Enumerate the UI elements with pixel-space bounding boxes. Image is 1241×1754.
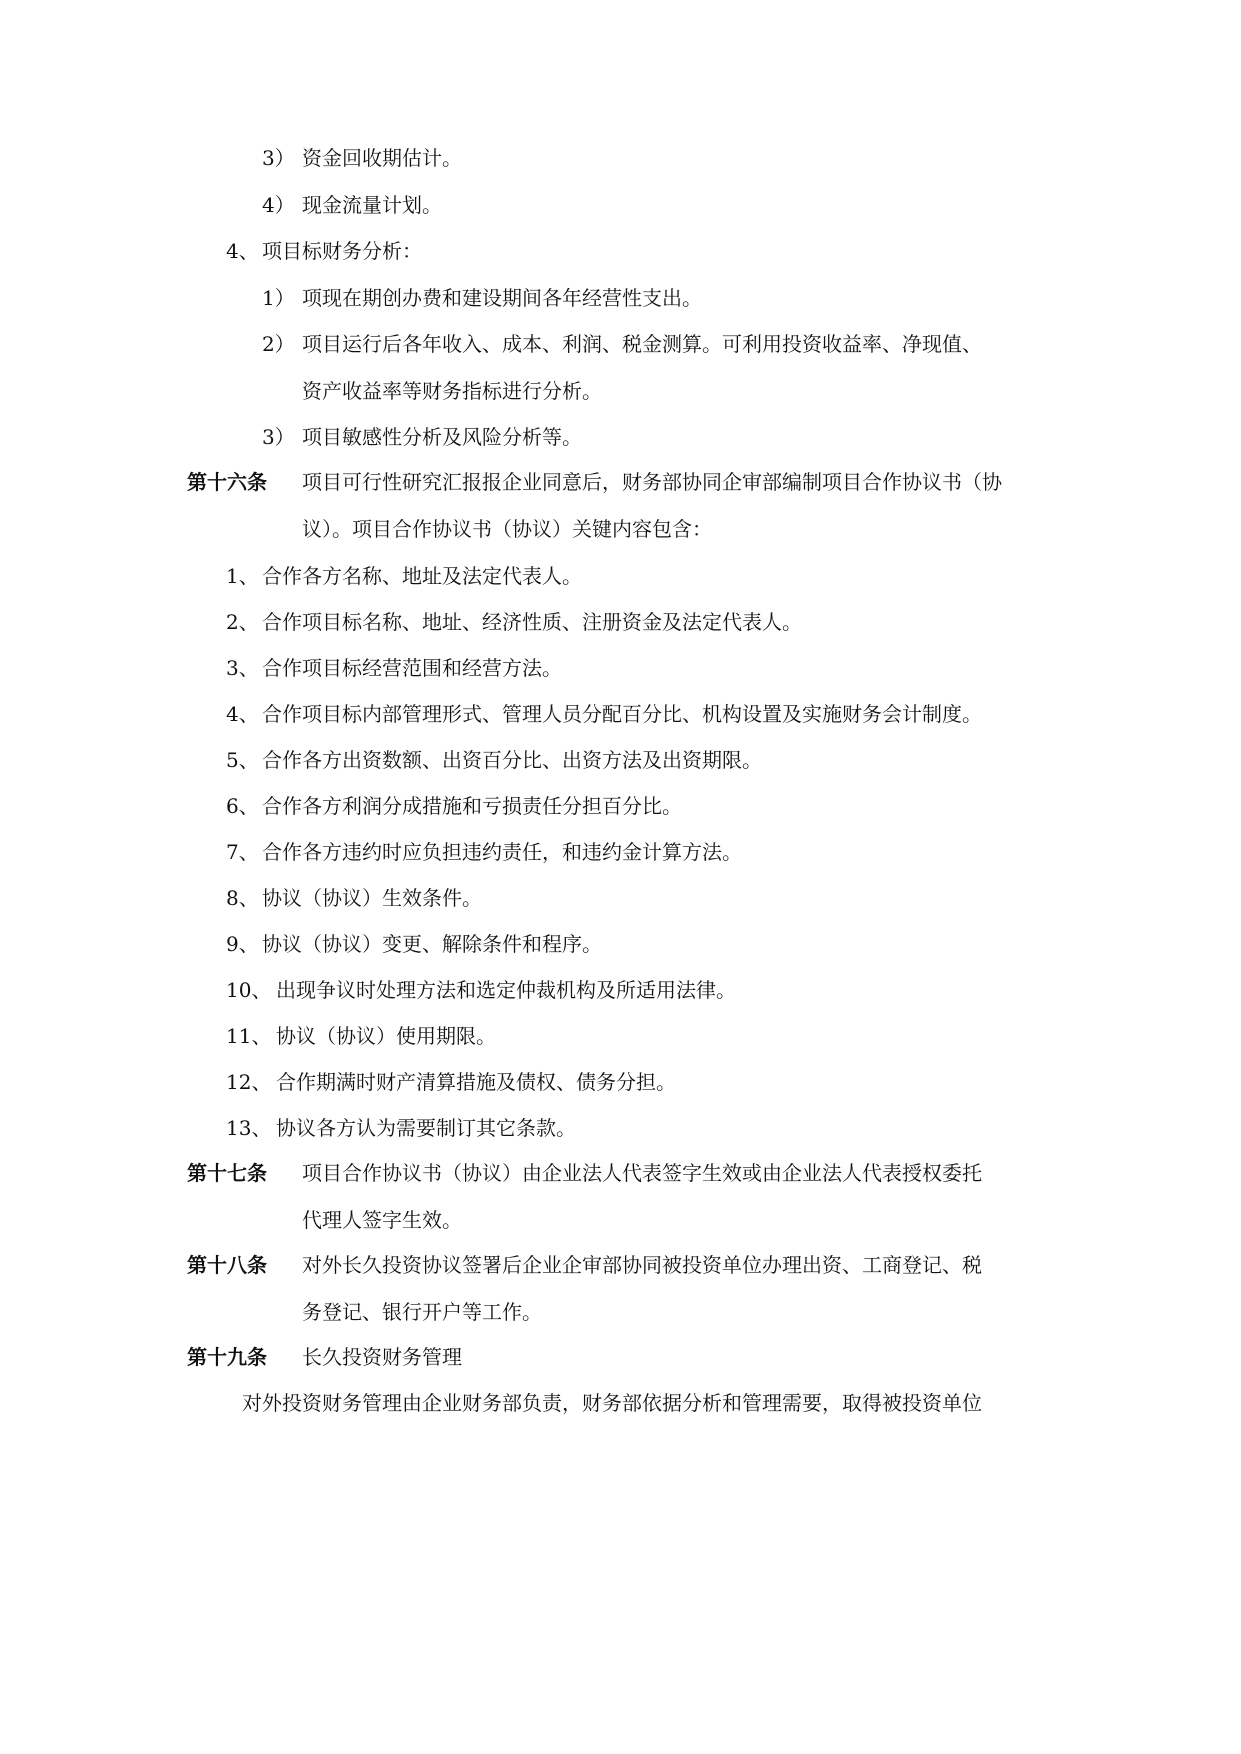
body-paragraph: 对外投资财务管理由企业财务部负责，财务部依据分析和管理需要，取得被投资单位 (242, 1391, 982, 1415)
list-item: 2、 合作项目标名称、地址、经济性质、注册资金及法定代表人。 (226, 610, 802, 634)
article-label: 第十八条 (187, 1253, 267, 1277)
list-item: 3） 资金回收期估计。 (262, 146, 462, 170)
list-item: 10、 出现争议时处理方法和选定仲裁机构及所适用法律。 (226, 978, 736, 1002)
list-item: 3、 合作项目标经营范围和经营方法。 (226, 656, 562, 680)
article-text: 对外长久投资协议签署后企业企审部协同被投资单位办理出资、工商登记、税 (302, 1253, 982, 1277)
list-item: 7、 合作各方违约时应负担违约责任，和违约金计算方法。 (226, 840, 742, 864)
list-item: 4、 项目标财务分析： (226, 239, 422, 263)
list-item: 6、 合作各方利润分成措施和亏损责任分担百分比。 (226, 794, 682, 818)
article-label: 第十六条 (187, 470, 267, 494)
list-item: 12、 合作期满时财产清算措施及债权、债务分担。 (226, 1070, 676, 1094)
list-item: 4、 合作项目标内部管理形式、管理人员分配百分比、机构设置及实施财务会计制度。 (226, 702, 982, 726)
article-text-continuation: 务登记、银行开户等工作。 (302, 1300, 542, 1324)
list-item: 8、 协议（协议）生效条件。 (226, 886, 482, 910)
list-item: 13、 协议各方认为需要制订其它条款。 (226, 1116, 576, 1140)
article-text-continuation: 代理人签字生效。 (302, 1208, 462, 1232)
list-item: 1、 合作各方名称、地址及法定代表人。 (226, 564, 582, 588)
list-item: 11、 协议（协议）使用期限。 (226, 1024, 496, 1048)
list-item: 4） 现金流量计划。 (262, 193, 442, 217)
list-item: 5、 合作各方出资数额、出资百分比、出资方法及出资期限。 (226, 748, 762, 772)
article-label: 第十七条 (187, 1161, 267, 1185)
list-item: 3） 项目敏感性分析及风险分析等。 (262, 425, 582, 449)
article-text-continuation: 议）。项目合作协议书（协议）关键内容包含： (302, 517, 712, 541)
article-label: 第十九条 (187, 1345, 267, 1369)
list-item-continuation: 资产收益率等财务指标进行分析。 (302, 379, 602, 403)
list-item: 2） 项目运行后各年收入、成本、利润、税金测算。可利用投资收益率、净现值、 (262, 332, 982, 356)
list-item: 9、 协议（协议）变更、解除条件和程序。 (226, 932, 602, 956)
article-text: 项目合作协议书（协议）由企业法人代表签字生效或由企业法人代表授权委托 (302, 1161, 982, 1185)
article-text: 长久投资财务管理 (302, 1345, 462, 1369)
list-item: 1） 项现在期创办费和建设期间各年经营性支出。 (262, 286, 702, 310)
article-text: 项目可行性研究汇报报企业同意后，财务部协同企审部编制项目合作协议书（协 (302, 470, 1002, 494)
